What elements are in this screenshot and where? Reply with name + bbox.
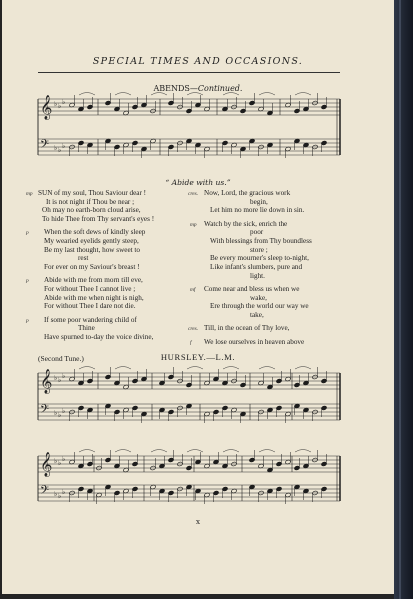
hymn-right-column: [188, 189, 342, 351]
verse-line: begin,: [250, 197, 268, 206]
flat-icon: ♭: [58, 492, 62, 500]
verse-line: light.: [250, 271, 265, 280]
dynamics-mark: cres.: [188, 191, 199, 197]
flat-icon: ♭: [58, 459, 62, 467]
treble-clef-icon: 𝄞: [40, 452, 53, 476]
verse-line: wake,: [250, 293, 267, 302]
verse-line: Let him no more lie down in sin.: [210, 206, 305, 215]
slur: [79, 450, 95, 453]
verse-line: Now, Lord, the gracious work: [204, 189, 291, 197]
slur: [115, 450, 131, 453]
verse-line: take,: [250, 311, 264, 320]
slur: [115, 93, 131, 96]
stanza: [190, 337, 342, 347]
book-page: [2, 0, 394, 594]
verse-line: Thine: [78, 324, 95, 333]
slur: [79, 93, 95, 96]
dynamics-mark: mp: [26, 191, 33, 197]
slur: [79, 367, 95, 370]
verse-line: Oh may no earth-born cloud arise,: [42, 206, 141, 215]
flat-icon: ♭: [54, 144, 58, 152]
flat-icon: ♭: [54, 457, 58, 465]
flat-icon: ♭: [54, 374, 58, 382]
flat-icon: ♭: [62, 407, 66, 415]
flat-icon: ♭: [58, 146, 62, 154]
bass-clef-icon: 𝄢: [40, 484, 50, 500]
stanza: [26, 189, 188, 224]
flat-icon: ♭: [62, 142, 66, 150]
verse-line: Be every mourner's sleep to-night,: [210, 254, 309, 263]
flat-icon: ♭: [58, 376, 62, 384]
slur: [115, 367, 131, 370]
stanza: [26, 276, 188, 311]
verse-line: For without Thee I dare not die.: [44, 302, 136, 311]
verse-line: Ere through the world our way we: [210, 302, 309, 311]
verse-line: rest: [78, 254, 89, 263]
stanza: [26, 228, 188, 272]
stanza: [26, 315, 188, 342]
verse-line: To hide Thee from Thy servant's eyes !: [42, 215, 155, 224]
flat-icon: ♭: [54, 409, 58, 417]
verse-line: Like infant's slumbers, pure and: [210, 263, 303, 272]
slur: [187, 450, 203, 453]
hymn-left-column: [26, 189, 188, 346]
flat-icon: ♭: [62, 98, 66, 106]
slur: [295, 367, 311, 370]
verse-line: store ;: [250, 245, 268, 254]
verse-line: If some poor wandering child of: [44, 315, 137, 324]
verse-line: When the soft dews of kindly sleep: [44, 228, 146, 237]
running-head: SPECIAL TIMES AND OCCASIONS.: [92, 56, 304, 67]
verse-line: With blessings from Thy boundless: [210, 237, 312, 246]
slur: [223, 93, 239, 96]
verse-line: For without Thee I cannot live ;: [44, 285, 136, 294]
tune-title-continued: Continued.: [197, 84, 243, 93]
stanza: [190, 219, 342, 281]
stanza: [188, 189, 342, 215]
slur: [187, 367, 203, 370]
bass-clef-icon: 𝄢: [40, 403, 50, 419]
verse-line: Watch by the sick, enrich the: [204, 219, 288, 228]
slur: [151, 450, 167, 453]
slur: [151, 93, 167, 96]
stanza: [188, 324, 342, 333]
tune-title-hursley: HURSLEY.—L.M.: [160, 352, 236, 362]
dynamics-mark: p: [26, 278, 29, 285]
slur: [259, 93, 275, 96]
slur: [259, 367, 275, 370]
dynamics-mark: p: [26, 317, 29, 324]
flat-icon: ♭: [54, 490, 58, 498]
dynamics-mark: cres.: [188, 326, 199, 333]
flat-icon: ♭: [62, 455, 66, 463]
book-binding: [394, 0, 413, 599]
tune-title-main: ABENDS—: [153, 84, 198, 93]
verse-line: Be my last thought, how sweet to: [44, 245, 141, 254]
dynamics-mark: p: [26, 230, 29, 237]
verse-line: Till, in the ocean of Thy love,: [204, 324, 290, 333]
slur: [295, 93, 311, 96]
flat-icon: ♭: [58, 411, 62, 419]
dynamics-mark: mf: [190, 287, 196, 294]
stanza: [190, 285, 342, 320]
flat-icon: ♭: [58, 102, 62, 110]
flat-icon: ♭: [62, 372, 66, 380]
treble-clef-icon: 𝄞: [40, 369, 53, 393]
slur: [223, 450, 239, 453]
bass-clef-icon: 𝄢: [40, 138, 50, 154]
dynamics-mark: mp: [190, 221, 197, 228]
verse-line: Have spurned to-day the voice divine,: [44, 333, 154, 342]
treble-clef-icon: 𝄞: [40, 95, 53, 119]
second-tune-label: (Second Tune.): [38, 354, 84, 363]
slur: [295, 450, 311, 453]
verse-line: It is not night if Thou be near ;: [46, 197, 135, 206]
page-number: x: [195, 517, 201, 526]
flat-icon: ♭: [62, 488, 66, 496]
verse-line: SUN of my soul, Thou Saviour dear !: [38, 189, 147, 197]
verse-line: poor: [250, 228, 264, 237]
verse-line: For ever on my Saviour's breast !: [44, 263, 140, 272]
verse-line: Abide with me when night is nigh,: [44, 293, 144, 302]
slur: [259, 450, 275, 453]
hymn-subtitle: “ Abide with us.”: [165, 178, 231, 187]
verse-line: My wearied eyelids gently steep,: [44, 237, 139, 246]
verse-line: Abide with me from morn till eve,: [44, 276, 143, 285]
verse-line: We lose ourselves in heaven above: [204, 337, 305, 346]
dynamics-mark: f: [190, 339, 192, 346]
flat-icon: ♭: [54, 100, 58, 108]
slur: [187, 93, 203, 96]
verse-line: Come near and bless us when we: [204, 285, 300, 294]
slur: [223, 367, 239, 370]
